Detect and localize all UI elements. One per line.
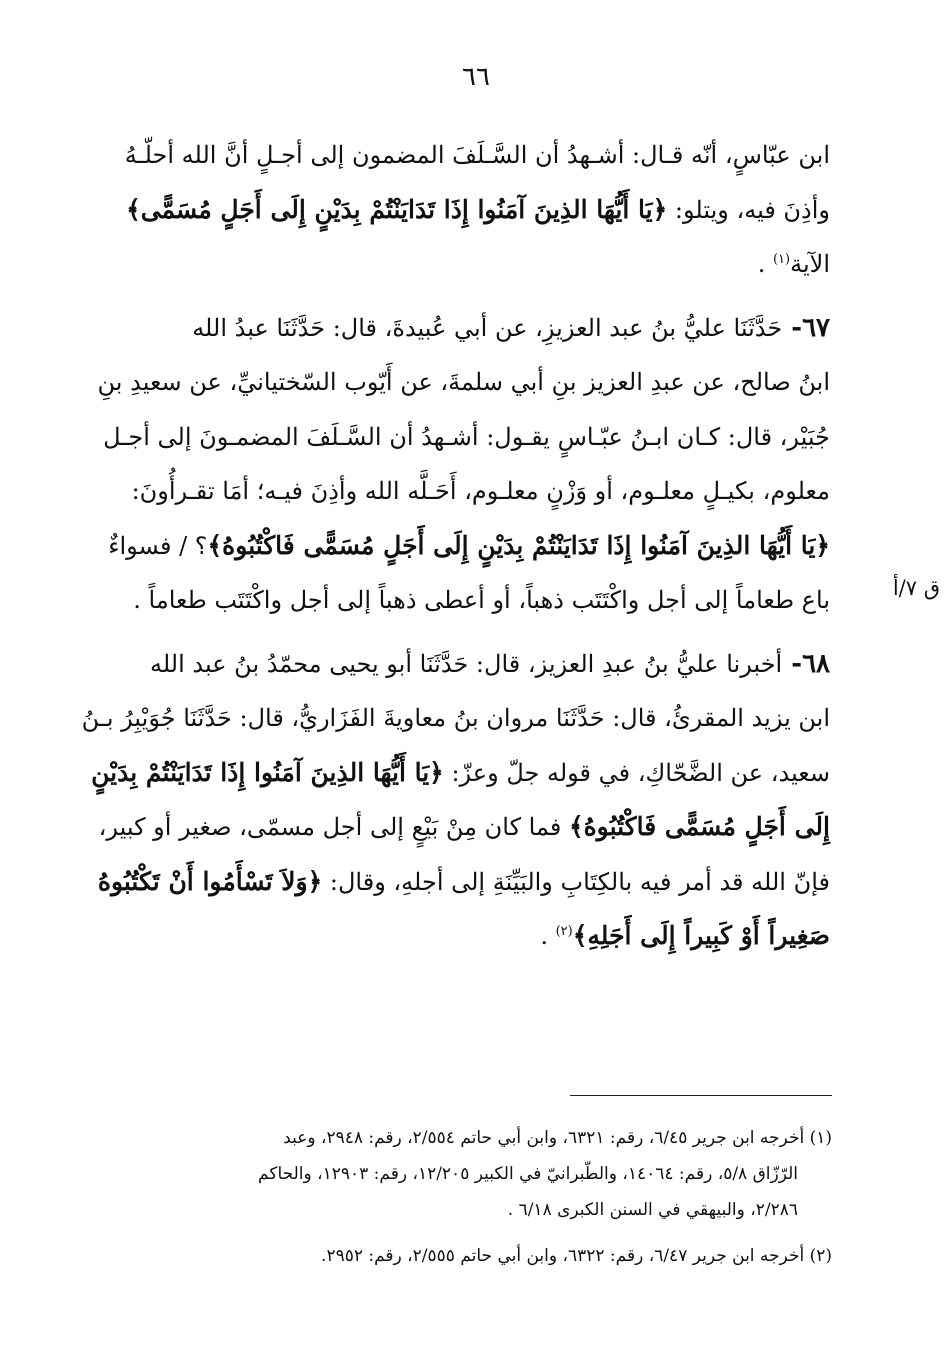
footnote-line: (١) أخرجه ابن جرير ٦/٤٥، رقم: ٦٣٢١، وابن أبي حاتم ٢/٥٥٤، رقم: ٢٩٤٨، وعبد bbox=[283, 1128, 832, 1148]
footnotes bbox=[120, 1120, 832, 1274]
plain-text: الآية bbox=[790, 250, 830, 278]
hadith-number: ٦٨- bbox=[782, 648, 830, 679]
plain-text: ابنُ صالح، عن عبدِ العزيز بنِ أبي سلمةَ، عن أَيّوب السّختيانيِّ، عن سعيدِ بنِ bbox=[97, 368, 830, 396]
text-line bbox=[97, 855, 830, 910]
plain-text: ؟ / فسواءٌ bbox=[108, 531, 208, 560]
text-line bbox=[120, 301, 830, 356]
plain-text: فإنّ الله قد أمر فيه بالكِتَابِ والبَيِّنَةِ إلى أجلهِ، وقال: bbox=[322, 867, 830, 896]
text-line bbox=[81, 691, 830, 746]
quran-verse: إِلَى أَجَلٍ مُسَمًّى فَاكْتُبُوهُ﴾ bbox=[568, 812, 830, 841]
footnote-line: ٢/٢٨٦، والبيهقي في السنن الكبرى ٦/١٨ . bbox=[507, 1200, 798, 1220]
footnote-reference: (٢) bbox=[555, 924, 573, 939]
hadith-number: ٦٧- bbox=[782, 312, 830, 343]
footnote-reference: (١) bbox=[772, 252, 791, 267]
quran-verse: ﴿وَلاَ تَسْأَمُوا أَنْ تَكْتُبُوهُ bbox=[97, 866, 323, 896]
text-line bbox=[120, 237, 830, 292]
plain-text: ابن يزيد المقرئُ، قال: حَدَّثَنَا مروان بنُ معاويةَ الفَزَاريُّ، قال: حَدَّثَنَا جُوَيْبِرُ بـنُ bbox=[81, 704, 830, 732]
manuscript-folio-note: ق ٧/أ bbox=[892, 576, 940, 600]
plain-text: جُبَيْر، قال: كـان ابـنُ عبّـاسٍ يقـول: أشـهدُ أن السَّـلَفَ المضمـونَ إلى أجـل bbox=[103, 422, 830, 451]
page-number: ٦٦ bbox=[462, 62, 490, 92]
plain-text: . bbox=[540, 922, 556, 950]
plain-text: سعيد، عن الضَّحّاكِ، في قوله جلّ وعزّ: bbox=[443, 758, 830, 787]
text-line bbox=[120, 573, 830, 628]
text-line bbox=[120, 128, 830, 183]
plain-text: فما كان مِنْ بَيْعٍ إلى أجل مسمّى، صغير أو كبير، bbox=[98, 813, 569, 841]
quran-verse: ﴿يَا أَيُّهَا الذِينَ آمَنُوا إِذَا تَدَايَنْتُمْ بِدَيْنٍ إِلَى أَجَلٍ مُسَمًّى فَاكْتُبُوهُ﴾ bbox=[207, 530, 830, 560]
plain-text: معلوم، بكيـلٍ معلـوم، أو وَزْنٍ معلـوم، أَحَـلَّه الله وأذِنَ فيـه؛ أمَا تقـرأُونَ: bbox=[131, 477, 830, 505]
text-line bbox=[97, 355, 830, 410]
quran-verse: صَغِيراً أَوْ كَبِيراً إِلَى أَجَلِهِ﴾ bbox=[572, 921, 830, 950]
text-line bbox=[91, 746, 830, 801]
plain-text: وأذِنَ فيه، ويتلو: bbox=[667, 195, 830, 224]
plain-text: حَدَّثَنَا عليُّ بنُ عبد العزيزِ، عن أبي عُبيدةَ، قال: حَدَّثَنَا عبدُ الله bbox=[192, 313, 783, 342]
plain-text: . bbox=[757, 250, 773, 278]
footnote-line: (٢) أخرجه ابن جرير ٦/٤٧، رقم: ٦٣٢٢، وابن أبي حاتم ٢/٥٥٥، رقم: ٢٩٥٢. bbox=[321, 1246, 832, 1266]
text-line bbox=[120, 464, 830, 519]
plain-text: أخبرنا عليُّ بنُ عبدِ العزيز، قال: حَدَّثَنَا أبو يحيى محمّدُ بنُ عبد الله bbox=[149, 649, 783, 678]
plain-text: باع طعاماً إلى أجل واكْتَتَب ذهباً، أو أعطى ذهباً إلى أجل واكْتَتَب طعاماً . bbox=[133, 586, 830, 614]
text-line bbox=[103, 410, 830, 465]
text-line bbox=[98, 800, 830, 855]
text-line bbox=[120, 183, 830, 238]
quran-verse: ﴿يَا أَيُّهَا الذِينَ آمَنُوا إِذَا تَدَايَنْتُمْ بِدَيْنٍ bbox=[91, 757, 444, 787]
text-line bbox=[108, 519, 830, 574]
plain-text: ابن عبّاسٍ، أنّه قـال: أشـهدُ أن السَّـلَفَ المضمون إلى أجـلٍ أنَّ الله أحلّـهُ bbox=[124, 141, 830, 169]
text-line bbox=[120, 637, 830, 692]
text-line bbox=[120, 909, 830, 964]
quran-verse: ﴿يَا أَيُّهَا الذِينَ آمَنُوا إِذَا تَدَايَنْتُمْ بِدَيْنٍ إِلَى أَجَلٍ مُسَمًّى﴾ bbox=[126, 194, 668, 224]
main-text bbox=[81, 128, 830, 964]
footnote-divider bbox=[570, 1095, 832, 1096]
footnote-line: الرّزّاق ٥/٨، رقم: ١٤٠٦٤، والطّبرانيّ في الكبير ١٢/٢٠٥، رقم: ١٢٩٠٣، والحاكم bbox=[258, 1164, 798, 1184]
